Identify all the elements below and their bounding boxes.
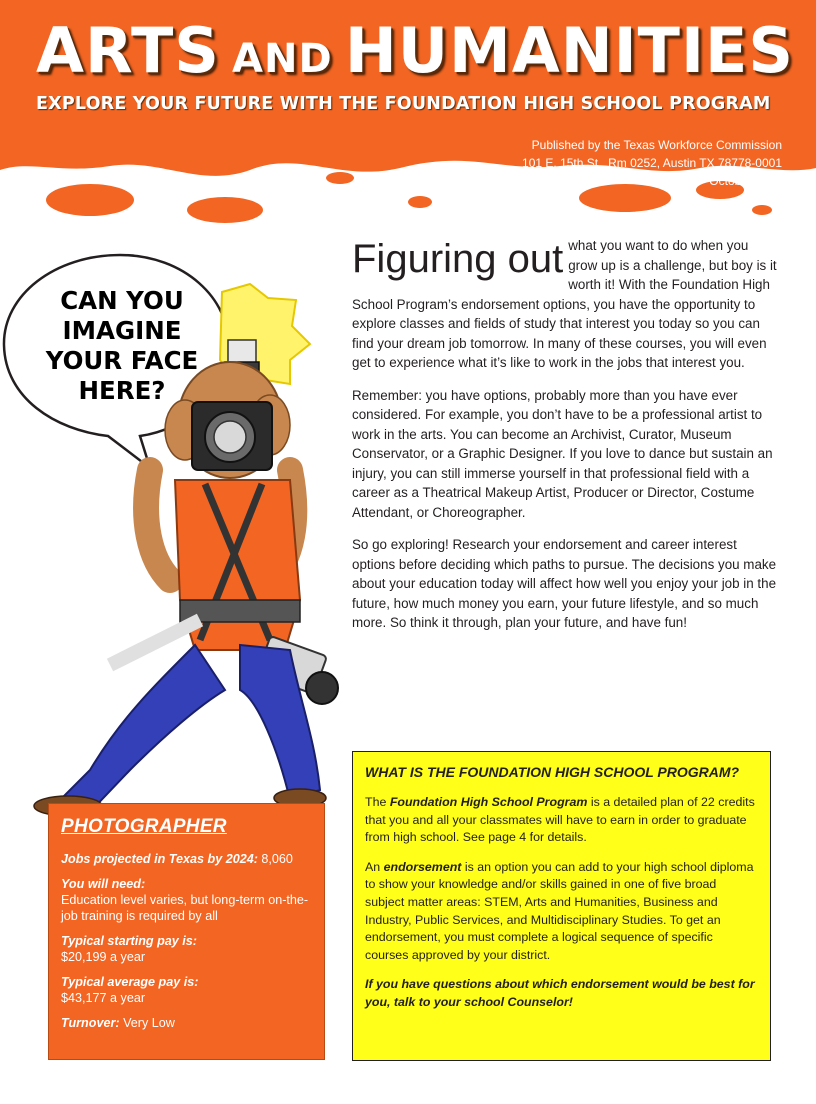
jobs-projected-label: Jobs projected in Texas by 2024:: [61, 852, 258, 866]
job-title: PHOTOGRAPHER: [61, 816, 227, 837]
info-text: The: [365, 795, 387, 809]
jobs-projected: [61, 851, 312, 867]
title-part-humanities: HUMANITIES: [344, 14, 795, 87]
intro-paragraph-1: [352, 236, 780, 373]
average-pay: [61, 974, 312, 1006]
bubble-line: CAN YOU: [60, 286, 184, 315]
turnover-value: Very Low: [123, 1016, 175, 1030]
starting-pay: [61, 933, 312, 965]
job-facts-box: [48, 803, 325, 1060]
info-text: is an option you can add to your high school diploma to show your knowledge and/or skills gained in one of five broad subject matter areas: STEM, Arts and Humanities, Business and Industry, Public Services, and Multidisciplinary Studies. To get an endorsement, you must complete a logical sequence of specific courses approved by your district.: [365, 859, 754, 962]
bubble-line: IMAGINE: [62, 316, 182, 345]
pants: [60, 645, 225, 812]
program-name: Foundation High School Program: [389, 795, 588, 809]
info-title: WHAT IS THE FOUNDATION HIGH SCHOOL PROGRAM?: [365, 764, 740, 780]
title-part-and: AND: [232, 36, 333, 82]
page-subtitle: EXPLORE YOUR FUTURE WITH THE FOUNDATION HIGH SCHOOL PROGRAM: [36, 94, 771, 114]
lead-in: Figuring out: [352, 237, 564, 281]
intro-paragraph-2: Remember: you have options, probably more than you have ever considered. For example, you don’t have to be a professional artist to work in the arts. You can become an Archivist, Curator, Museum Conservator, or a Graphic Designer. If you love to dance but sustain an injury, you can still immerse yourself in that professional field with a career as a Theatrical Makeup Artist, Producer or Director, Costume Attendant, or Choreographer.: [352, 387, 773, 520]
jobs-projected-value: 8,060: [261, 852, 293, 866]
education-label: You will need:: [61, 877, 146, 891]
education-value: Education level varies, but long-term on-the-job training is required by all: [61, 893, 309, 923]
bubble-line: HERE?: [78, 376, 166, 405]
camera-icon: [192, 402, 272, 470]
bubble-line: YOUR FACE: [45, 346, 199, 375]
publisher-line: Published by the Texas Workforce Commission: [531, 138, 782, 152]
paint-blob: [46, 184, 134, 216]
speech-bubble-text: [22, 286, 222, 406]
turnover-label: Turnover:: [61, 1016, 120, 1030]
endorsement-term: endorsement: [383, 859, 462, 874]
starting-pay-value: $20,199 a year: [61, 950, 146, 964]
publisher-address: 101 E. 15th St., Rm 0252, Austin TX 78778-0001: [522, 156, 782, 170]
education-needed: [61, 876, 312, 924]
average-pay-value: $43,177 a year: [61, 991, 146, 1005]
publication-date: October 2016: [709, 174, 782, 188]
info-text: is a detailed plan of 22 credits that you and all your classmates will have to earn in order to graduate from high school. See page 4 for details.: [365, 795, 755, 845]
info-paragraph-1: [365, 794, 758, 847]
starting-pay-label: Typical starting pay is:: [61, 934, 198, 948]
intro-paragraph-3: So go exploring! Research your endorsement and career interest options before deciding which paths to pursue. The decisions you make about your education today will affect how well you enjoy your job in the future, how much money you earn, your future lifestyle, and so much more. So think it through, plan your future, and have fun!: [352, 537, 777, 630]
page-title: [36, 14, 794, 87]
intro-text-1: what you want to do when you grow up is a challenge, but boy is it worth it! With the Foundation High School Program’s endorsement options, you have the opportunity to explore classes and fields of study that interest you today so you can find your dream job tomorrow. In many of these courses, you will even get to experience what it’s like to work in the jobs that interest you.: [352, 238, 777, 370]
title-part-arts: ARTS: [36, 14, 220, 87]
paint-blob: [408, 196, 432, 208]
intro-article: [352, 236, 780, 646]
counselor-note: If you have questions about which endorsement would be best for you, talk to your school Counselor!: [365, 977, 755, 1009]
average-pay-label: Typical average pay is:: [61, 975, 199, 989]
info-text: An: [365, 859, 381, 874]
paint-blob: [752, 205, 772, 215]
info-paragraph-2: [365, 859, 758, 965]
paint-blob: [326, 172, 354, 184]
program-info-box: [352, 751, 771, 1061]
turnover: [61, 1015, 312, 1031]
publisher-info: [522, 136, 782, 190]
paint-blob: [187, 197, 263, 223]
